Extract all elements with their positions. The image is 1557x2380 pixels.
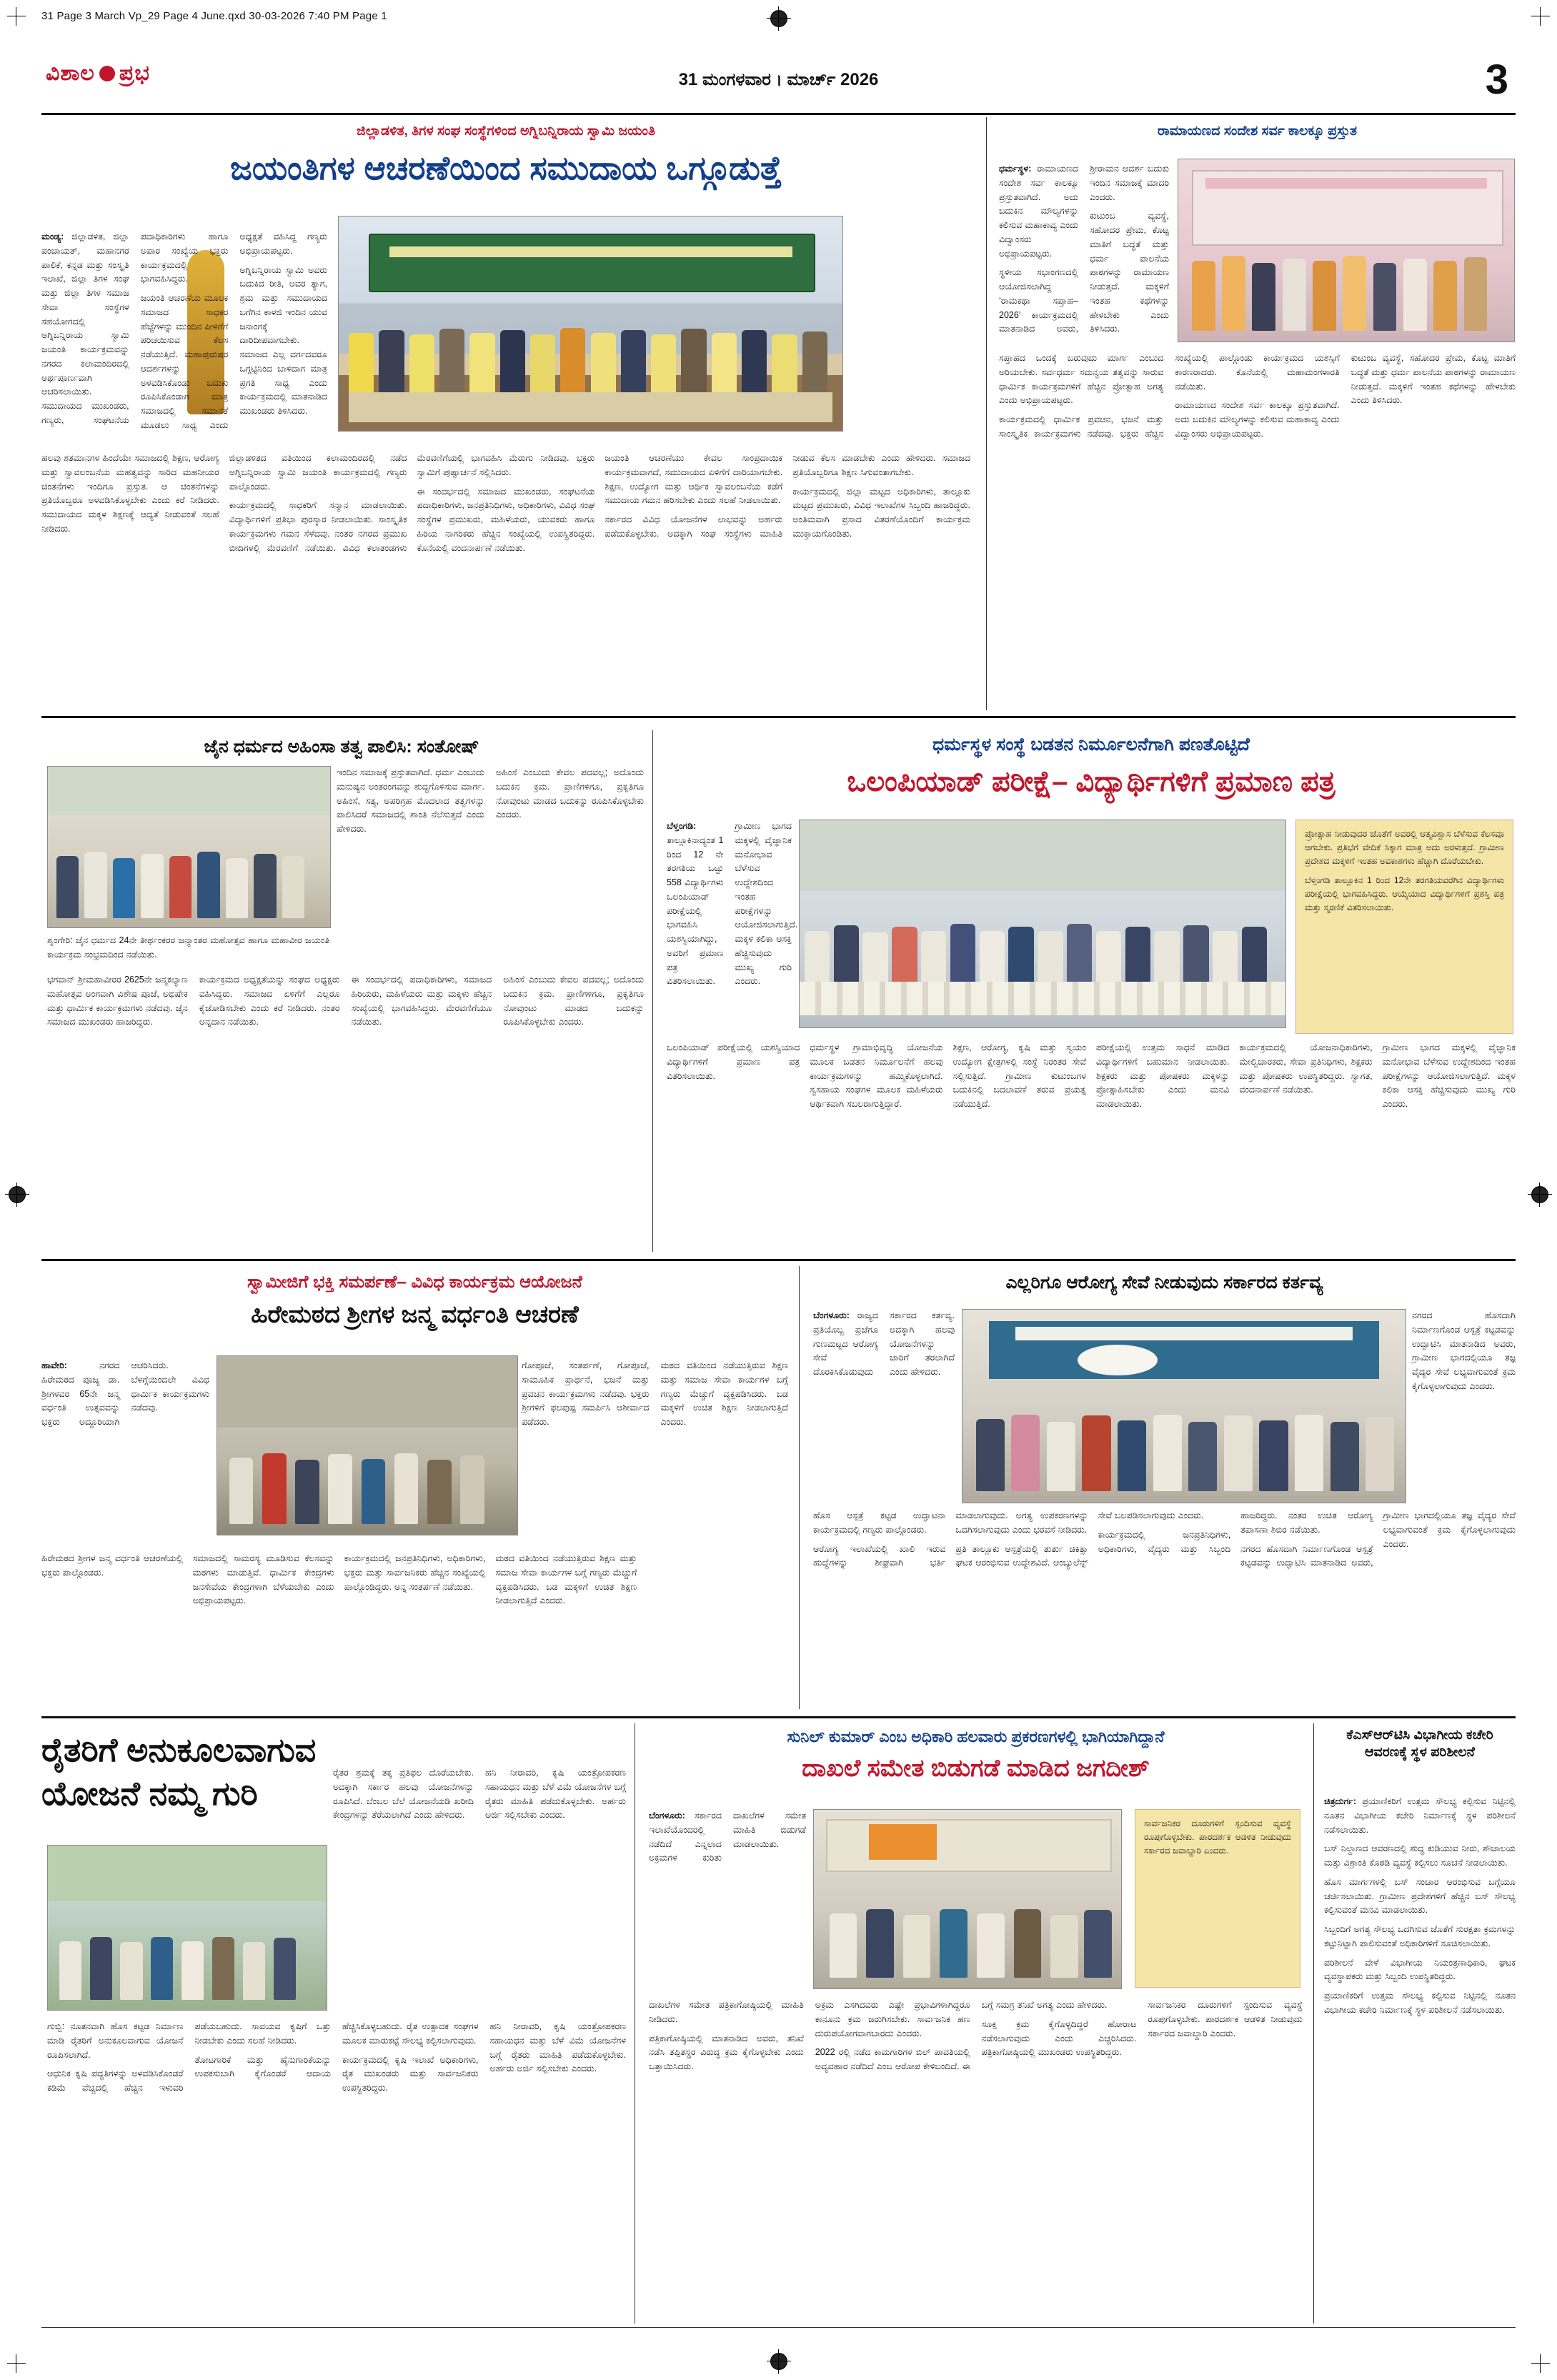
article-2-dateline: ಧರ್ಮಸ್ಥಳ: xyxy=(999,164,1032,174)
article-5-dateline: ಹಾವೇರಿ: xyxy=(41,1360,67,1370)
article-2-p3: ಕುಟುಂಬ ವ್ಯವಸ್ಥೆ, ಸಹೋದರ ಪ್ರೇಮ, ಕೊಟ್ಟ ಮಾತಿಗೆ ಬದ್ಧತೆ ಮತ್ತು ಧರ್ಮ ಪಾಲನೆಯ ಪಾಠಗಳನ್ನು ರಾಮಾಯಣ ನೀಡುತ್ತದೆ. ಮಕ್ಕಳಿಗೆ ಇಂತಹ ಕಥೆಗಳನ್ನು ಹೇಳಬೇಕು ಎಂದು ತಿಳಿಸಿದರು. xyxy=(1090,211,1169,334)
article-4-body-left xyxy=(667,820,798,1034)
article-1-p2: ಜಯಂತಿ ಆಚರಣೆಯ ಮೂಲಕ ಸಮಾಜದ ಸಾಧಕರ ಹೆಜ್ಜೆಗಳನ್ನು ಮುಂದಿನ ಪೀಳಿಗೆಗೆ ಪರಿಚಯಿಸುವ ಕೆಲಸ ನಡೆಯುತ್ತಿದೆ. ಮಹಾಪುರುಷರ ಆದರ್ಶಗಳನ್ನು ಅಳವಡಿಸಿಕೊಂಡು ಬದುಕು ರೂಪಿಸಿಕೊಂಡಾಗ ಮಾತ್ರ ಸಮಾಜದಲ್ಲಿ ಸಮಾನತೆ ಮೂಡಲು ಸಾಧ್ಯ ಎಂದು ಅಧ್ಯಕ್ಷತೆ ವಹಿಸಿದ್ದ ಗಣ್ಯರು ಅಭಿಪ್ರಾಯಪಟ್ಟರು. xyxy=(140,231,327,430)
article-4-dateline: ಬೆಳ್ತಂಗಡಿ: xyxy=(667,821,697,831)
article-5-p4: ಸಮಾಜದಲ್ಲಿ ಸಾಮರಸ್ಯ ಮೂಡಿಸುವ ಕೆಲಸವನ್ನು ಮಠಗಳು ಮಾಡುತ್ತಿವೆ. ಧಾರ್ಮಿಕ ಕೇಂದ್ರಗಳು ಜನಸೇವೆಯ ಕೇಂದ್ರಗಳಾಗಿ ಬೆಳೆಯಬೇಕು ಎಂದು ಅಭಿಪ್ರಾಯಪಟ್ಟರು. xyxy=(192,1553,334,1606)
rule-r1-v1 xyxy=(986,117,987,710)
article-4-sidenote: ಪ್ರೋತ್ಸಾಹ ನೀಡುವುದರ ಜೊತೆಗೆ ಅವರಲ್ಲಿ ಆತ್ಮವಿಶ್ವಾಸ ಬೆಳೆಸುವ ಕೆಲಸವೂ ಆಗಬೇಕು. ಪ್ರತಿಭೆಗೆ ವೇದಿಕೆ ಸಿಕ್ಕಾಗ ಮಾತ್ರ ಅದು ಅರಳುತ್ತದೆ. ಗ್ರಾಮೀಣ ಪ್ರದೇಶದ ಮಕ್ಕಳಿಗೆ ಇಂತಹ ಅವಕಾಶಗಳು ಹೆಚ್ಚಾಗಿ ದೊರೆಯಬೇಕು. xyxy=(1305,829,1504,866)
article-5-photo xyxy=(217,1355,518,1535)
article-5-body-left xyxy=(41,1359,209,1545)
article-7-headline-2: ಯೋಜನೆ ನಮ್ಮ ಗುರಿ xyxy=(41,1775,258,1813)
article-7-caption: ಗುಬ್ಬಿ: ನೂತನವಾಗಿ ಹೊಸ ಕಟ್ಟಡ ನಿರ್ಮಾಣ ಮಾಡಿ ರೈತರಿಗೆ ಅನುಕೂಲವಾಗುವ ಯೋಜನೆ ರೂಪಿಸಲಾಗಿದೆ. xyxy=(47,2021,184,2060)
article-1-p1: ಜಿಲ್ಲಾಡಳಿತ, ಜಿಲ್ಲಾ ಪಂಚಾಯತ್, ಮಹಾನಗರ ಪಾಲಿಕೆ, ಕನ್ನಡ ಮತ್ತು ಸಂಸ್ಕೃತಿ ಇಲಾಖೆ, ಜಿಲ್ಲಾ ತಿಗಳ ಸಂಘ ಮತ್ತು ಜಿಲ್ಲಾ ತಿಗಳ ಸಮಾಜ ಸೇವಾ ಸಂಸ್ಥೆಗಳ ಸಹಯೋಗದಲ್ಲಿ ಅಗ್ನಿಬನ್ನಿರಾಯ ಸ್ವಾಮಿ ಜಯಂತಿ ಕಾರ್ಯಕ್ರಮವನ್ನು ನಗರದ ಕಲಾಮಂದಿರದಲ್ಲಿ ಅರ್ಥಪೂರ್ಣವಾಗಿ ಆಚರಿಸಲಾಯಿತು. ಸಮುದಾಯದ ಮುಖಂಡರು, ಗಣ್ಯರು, ಸಂಘಟನೆಯ ಪದಾಧಿಕಾರಿಗಳು ಹಾಗೂ ಅಪಾರ ಸಂಖ್ಯೆಯ ಭಕ್ತರು ಕಾರ್ಯಕ್ರಮದಲ್ಲಿ ಭಾಗವಹಿಸಿದ್ದರು. xyxy=(41,231,229,425)
article-3-p2b: ಅಹಿಂಸೆ ಎಂಬುದು ಕೇವಲ ಪದವಲ್ಲ; ಅದೊಂದು ಬದುಕಿನ ಕ್ರಮ. ಪ್ರಾಣಿಗಳಿಗೂ, ಪ್ರಕೃತಿಗೂ ನೋವುಂಟು ಮಾಡದ ಬದುಕನ್ನು ರೂಪಿಸಿಕೊಳ್ಳಬೇಕು ಎಂದರು. xyxy=(503,975,644,1027)
article-9-body xyxy=(1324,1795,1516,2320)
article-7-photo-figures xyxy=(48,1898,327,2001)
article-6 xyxy=(813,1272,1516,1294)
article-7-p3: ಆಧುನಿಕ ಕೃಷಿ ಪದ್ಧತಿಗಳನ್ನು ಅಳವಡಿಸಿಕೊಂಡರೆ ಕಡಿಮೆ ವೆಚ್ಚದಲ್ಲಿ ಹೆಚ್ಚಿನ ಇಳುವರಿ ಪಡೆಯಬಹುದು. ಸಾವಯವ ಕೃಷಿಗೆ ಒತ್ತು ನೀಡಬೇಕು ಎಂದು ಸಲಹೆ ನೀಡಿದರು. xyxy=(47,2021,331,2093)
article-5-body-main xyxy=(41,1552,788,1708)
article-8-p1: ಸರ್ಕಾರದ ಇಲಾಖೆಯೊಂದರಲ್ಲಿ ನಡೆದಿದೆ ಎನ್ನಲಾದ ಅಕ್ರಮಗಳ ಕುರಿತು ದಾಖಲೆಗಳ ಸಮೇತ ಮಾಹಿತಿ ಬಿಡುಗಡೆ ಮಾಡಲಾಯಿತು. xyxy=(649,1811,806,1863)
article-9-kicker: ಕೆಎಸ್ಆರ್‌ಟಿಸಿ ವಿಭಾಗೀಯ ಕಚೇರಿ ಆವರಣಕ್ಕೆ ಸ್ಥಳ ಪರಿಶೀಲನೆ xyxy=(1346,1728,1493,1760)
article-4-p4: ಶಿಕ್ಷಣ, ಆರೋಗ್ಯ, ಕೃಷಿ ಮತ್ತು ಸ್ವಯಂ ಉದ್ಯೋಗ ಕ್ಷೇತ್ರಗಳಲ್ಲಿ ಸಂಸ್ಥೆ ನಿರಂತರ ಸೇವೆ ಸಲ್ಲಿಸುತ್ತಿದೆ. ಗ್ರಾಮೀಣ ಕುಟುಂಬಗಳ ಬದುಕಿನಲ್ಲಿ ಬದಲಾವಣೆ ತರುವ ಪ್ರಯತ್ನ ನಡೆಯುತ್ತಿದೆ. xyxy=(952,1042,1086,1109)
article-5-kicker: ಸ್ವಾಮೀಜಿಗೆ ಭಕ್ತಿ ಸಮರ್ಪಣೆ– ವಿವಿಧ ಕಾರ್ಯಕ್ರಮ ಆಯೋಜನೆ xyxy=(247,1273,582,1292)
article-9-p2: ಬಸ್ ನಿಲ್ದಾಣದ ಆವರಣದಲ್ಲಿ ಶುದ್ಧ ಕುಡಿಯುವ ನೀರು, ಶೌಚಾಲಯ ಮತ್ತು ವಿಶ್ರಾಂತಿ ಕೊಠಡಿ ವ್ಯವಸ್ಥೆ ಕಲ್ಪಿಸಲು ಸೂಚನೆ ನೀಡಲಾಯಿತು. xyxy=(1324,1843,1516,1868)
article-4-p1: ತಾಲ್ಲೂಕಿನಾದ್ಯಂತ 1 ರಿಂದ 12 ನೇ ತರಗತಿಯ ಒಟ್ಟು 558 ವಿದ್ಯಾರ್ಥಿಗಳು ಒಲಂಪಿಯಾಡ್ ಪರೀಕ್ಷೆಯಲ್ಲಿ ಭಾಗವಹಿಸಿ ಯಶಸ್ವಿಯಾಗಿದ್ದು, ಅವರಿಗೆ ಪ್ರಮಾಣ ಪತ್ರ ವಿತರಿಸಲಾಯಿತು. xyxy=(667,835,724,987)
article-6-dateline: ಬೆಂಗಳೂರು: xyxy=(813,1310,850,1320)
article-8-dateline: ಬೆಂಗಳೂರು: xyxy=(649,1811,685,1821)
article-3-caption xyxy=(47,934,329,962)
article-5-p3: ಮಠದ ವತಿಯಿಂದ ನಡೆಯುತ್ತಿರುವ ಶಿಕ್ಷಣ ಮತ್ತು ಸಮಾಜ ಸೇವಾ ಕಾರ್ಯಗಳ ಬಗ್ಗೆ ಗಣ್ಯರು ಮೆಚ್ಚುಗೆ ವ್ಯಕ್ತಪಡಿಸಿದರು. ಬಡ ಮಕ್ಕಳಿಗೆ ಉಚಿತ ಶಿಕ್ಷಣ ನೀಡಲಾಗುತ್ತಿದೆ ಎಂದರು. xyxy=(660,1360,788,1427)
rule-r3-v1 xyxy=(799,1266,800,1709)
article-3-p1: ಇಂದಿನ ಸಮಾಜಕ್ಕೆ ಪ್ರಸ್ತುತವಾಗಿದೆ. ಧರ್ಮ ಎಂಬುದು ಮನುಷ್ಯನ ಅಂತರಂಗವನ್ನು ಶುದ್ಧಗೊಳಿಸುವ ಮಾರ್ಗ. ಅಹಿಂಸೆ, ಸತ್ಯ, ಅಪರಿಗ್ರಹ ಮೊದಲಾದ ತತ್ವಗಳನ್ನು ಪಾಲಿಸಿದರೆ ಸಮಾಜದಲ್ಲಿ ಶಾಂತಿ ನೆಲೆಸುತ್ತದೆ ಎಂದು ಹೇಳಿದರು. xyxy=(337,767,484,834)
article-6-p1: ರಾಜ್ಯದ ಪ್ರತಿಯೊಬ್ಬ ಪ್ರಜೆಗೂ ಗುಣಮಟ್ಟದ ಆರೋಗ್ಯ ಸೇವೆ ದೊರಕಿಸಿಕೊಡುವುದು ಸರ್ಕಾರದ ಕರ್ತವ್ಯ. ಅದಕ್ಕಾಗಿ ಹಲವು ಯೋಜನೆಗಳನ್ನು ಜಾರಿಗೆ ತರಲಾಗಿದೆ ಎಂದು ಹೇಳಿದರು. xyxy=(813,1310,955,1377)
article-7-p4: ತೋಟಗಾರಿಕೆ ಮತ್ತು ಹೈನುಗಾರಿಕೆಯನ್ನು ಉಪಕಸುಬಾಗಿ ಕೈಗೊಂಡರೆ ಆದಾಯ ಹೆಚ್ಚಿಸಿಕೊಳ್ಳಬಹುದು. ರೈತ ಉತ್ಪಾದಕ ಸಂಘಗಳ ಮೂಲಕ ಮಾರುಕಟ್ಟೆ ಸೌಲಭ್ಯ ಕಲ್ಪಿಸಲಾಗುವುದು. xyxy=(194,2021,479,2079)
article-7-body-right xyxy=(333,1766,626,2013)
article-8-p2: ಪತ್ರಿಕಾಗೋಷ್ಠಿಯಲ್ಲಿ ಮಾತನಾಡಿದ ಅವರು, ತನಿಖೆ ನಡೆಸಿ ತಪ್ಪಿತಸ್ಥರ ವಿರುದ್ಧ ಕ್ರಮ ಕೈಗೊಳ್ಳಬೇಕು ಎಂದು ಒತ್ತಾಯಿಸಿದರು. xyxy=(649,2033,804,2071)
page-number: 3 xyxy=(1485,56,1508,103)
article-7-headline-1: ರೈತರಿಗೆ ಅನುಕೂಲವಾಗುವ xyxy=(41,1731,317,1768)
article-1-p6: ಈ ಸಂದರ್ಭದಲ್ಲಿ ಸಮಾಜದ ಮುಖಂಡರು, ಸಂಘಟನೆಯ ಪದಾಧಿಕಾರಿಗಳು, ಜನಪ್ರತಿನಿಧಿಗಳು, ಅಧಿಕಾರಿಗಳು, ವಿವಿಧ ಸಂಘ ಸಂಸ್ಥೆಗಳ ಪ್ರಮುಖರು, ಮಹಿಳೆಯರು, ಯುವಕರು ಹಾಗೂ ಹಿರಿಯ ನಾಗರಿಕರು ಹೆಚ್ಚಿನ ಸಂಖ್ಯೆಯಲ್ಲಿ ಉಪಸ್ಥಿತರಿದ್ದರು. ಕೊನೆಯಲ್ಲಿ ವಂದನಾರ್ಪಣೆ ನಡೆಯಿತು. xyxy=(417,486,595,553)
logo-text-left: ವಿಶಾಲ xyxy=(46,61,95,85)
article-3-p5: ಈ ಸಂದರ್ಭದಲ್ಲಿ ಪದಾಧಿಕಾರಿಗಳು, ಸಮಾಜದ ಹಿರಿಯರು, ಮಹಿಳೆಯರು ಮತ್ತು ಮಕ್ಕಳು ಹೆಚ್ಚಿನ ಸಂಖ್ಯೆಯಲ್ಲಿ ಭಾಗವಹಿಸಿದ್ದರು. ಮೆರವಣಿಗೆಯೂ ನಡೆಯಿತು. xyxy=(351,975,492,1027)
article-9-p1b: ಪ್ರಯಾಣಿಕರಿಗೆ ಉತ್ತಮ ಸೌಲಭ್ಯ ಕಲ್ಪಿಸುವ ನಿಟ್ಟಿನಲ್ಲಿ ನೂತನ ವಿಭಾಗೀಯ ಕಚೇರಿ ನಿರ್ಮಾಣಕ್ಕೆ ಸ್ಥಳ ಪರಿಶೀಲನೆ ನಡೆಸಲಾಯಿತು. xyxy=(1324,1991,1516,2015)
article-4 xyxy=(667,734,1516,799)
article-7-body-main xyxy=(47,2020,626,2320)
article-6-p2: ನಗರದ ಹೊಸದಾಗಿ ನಿರ್ಮಾಣಗೊಂಡ ಆಸ್ಪತ್ರೆ ಕಟ್ಟಡವನ್ನು ಉದ್ಘಾಟಿಸಿ ಮಾತನಾಡಿದ ಅವರು, ಗ್ರಾಮೀಣ ಭಾಗದಲ್ಲಿಯೂ ತಜ್ಞ ವೈದ್ಯರ ಸೇವೆ ಲಭ್ಯವಾಗುವಂತೆ ಕ್ರಮ ಕೈಗೊಳ್ಳಲಾಗುವುದು ಎಂದರು. xyxy=(1412,1310,1516,1391)
article-1-kicker: ಜಿಲ್ಲಾಡಳಿತ, ತಿಗಳ ಸಂಘ ಸಂಸ್ಥೆಗಳಿಂದ ಅಗ್ನಿಬನ್ನಿರಾಯ ಸ್ವಾಮಿ ಜಯಂತಿ xyxy=(356,124,656,139)
article-4-p2: ಗ್ರಾಮೀಣ ಭಾಗದ ಮಕ್ಕಳಲ್ಲಿ ವೈಜ್ಞಾನಿಕ ಮನೋಭಾವ ಬೆಳೆಸುವ ಉದ್ದೇಶದಿಂದ ಇಂತಹ ಪರೀಕ್ಷೆಗಳನ್ನು ಆಯೋಜಿಸಲಾಗುತ್ತಿದೆ. ಮಕ್ಕಳ ಕಲಿಕಾ ಆಸಕ್ತಿ ಹೆಚ್ಚಿಸುವುದು ಮುಖ್ಯ ಗುರಿ ಎಂದರು. xyxy=(735,821,798,987)
print-slug: 31 Page 3 March Vp_29 Page 4 June.qxd 30-03-2026 7:40 PM Page 1 xyxy=(41,10,387,22)
article-1-p3: ಅಗ್ನಿಬನ್ನಿರಾಯ ಸ್ವಾಮಿ ಅವರು ಬದುಕಿದ ರೀತಿ, ಅವರ ತ್ಯಾಗ, ಶ್ರಮ ಮತ್ತು ಸಮುದಾಯದ ಬಗೆಗಿನ ಕಾಳಜಿ ಇಂದಿನ ಯುವ ಜನಾಂಗಕ್ಕೆ ದಾರಿದೀಪವಾಗಬೇಕು. ಸಮಾಜದ ಎಲ್ಲ ವರ್ಗದವರೂ ಒಗ್ಗಟ್ಟಿನಿಂದ ಬಾಳಿದಾಗ ಮಾತ್ರ ಪ್ರಗತಿ ಸಾಧ್ಯ ಎಂದು ಕಾರ್ಯಕ್ರಮದಲ್ಲಿ ಮಾತನಾಡಿದ ಮುಖಂಡರು ತಿಳಿಸಿದರು. xyxy=(239,264,327,416)
article-3-caption-text: ಶೃಂಗೇರಿ: ಜೈನ ಧರ್ಮದ 24ನೇ ತೀರ್ಥಂಕರರ ಜನ್ಮಾಂತರ ಮಹೋತ್ಸವ ಹಾಗೂ ಮಹಾವೀರ ಜಯಂತಿ ಕಾರ್ಯಕ್ರಮ ಸಂಭ್ರಮದಿಂದ ನಡೆಯಿತು. xyxy=(47,935,329,960)
article-2-photo-figures xyxy=(1178,218,1514,331)
article-8-p4: 2022 ರಲ್ಲಿ ನಡೆದ ಕಾಮಗಾರಿಗಳ ಬಿಲ್ ಪಾವತಿಯಲ್ಲಿ ಅವ್ಯವಹಾರ ನಡೆದಿದೆ ಎಂಬ ಆರೋಪ ಕೇಳಿಬಂದಿದೆ. ಈ ಬಗ್ಗೆ ಸಮಗ್ರ ತನಿಖೆ ಅಗತ್ಯ ಎಂದು ಹೇಳಿದರು. xyxy=(815,2000,1108,2071)
article-6-p2b: ನಗರದ ಹೊಸದಾಗಿ ನಿರ್ಮಾಣಗೊಂಡ ಆಸ್ಪತ್ರೆ ಕಟ್ಟಡವನ್ನು ಉದ್ಘಾಟಿಸಿ ಮಾತನಾಡಿದ ಅವರು, ಗ್ರಾಮೀಣ ಭಾಗದಲ್ಲಿಯೂ ತಜ್ಞ ವೈದ್ಯರ ಸೇವೆ ಲಭ್ಯವಾಗುವಂತೆ ಕ್ರಮ ಕೈಗೊಳ್ಳಲಾಗುವುದು ಎಂದರು. xyxy=(1240,1510,1516,1568)
article-4-sidenote-2: ಬೆಳ್ತಂಗಡಿ ತಾಲ್ಲೂಕಿನ 1 ರಿಂದ 12ನೇ ತರಗತಿಯವರೆಗಿನ ವಿದ್ಯಾರ್ಥಿಗಳು ಪರೀಕ್ಷೆಯಲ್ಲಿ ಭಾಗವಹಿಸಿದ್ದರು. ಆಯ್ಕೆಯಾದ ವಿದ್ಯಾರ್ಥಿಗಳಿಗೆ ಪ್ರಶಸ್ತಿ ಪತ್ರ ಮತ್ತು ಸ್ಮರಣಿಕೆ ವಿತರಿಸಲಾಯಿತು. xyxy=(1305,875,1504,912)
article-7-p5: ಕಾರ್ಯಕ್ರಮದಲ್ಲಿ ಕೃಷಿ ಇಲಾಖೆ ಅಧಿಕಾರಿಗಳು, ರೈತ ಮುಖಂಡರು ಮತ್ತು ಸಾರ್ವಜನಿಕರು ಉಪಸ್ಥಿತರಿದ್ದರು. xyxy=(342,2054,479,2093)
article-8-body-left xyxy=(649,1809,806,1988)
article-8-body-main xyxy=(649,1998,1303,2320)
article-4-p5: ಪರೀಕ್ಷೆಯಲ್ಲಿ ಉತ್ತಮ ಸಾಧನೆ ಮಾಡಿದ ವಿದ್ಯಾರ್ಥಿಗಳಿಗೆ ಬಹುಮಾನ ನೀಡಲಾಯಿತು. ಶಿಕ್ಷಕರು ಮತ್ತು ಪೋಷಕರು ಮಕ್ಕಳನ್ನು ಪ್ರೋತ್ಸಾಹಿಸಬೇಕು ಎಂದು ಮನವಿ ಮಾಡಲಾಯಿತು. xyxy=(1095,1042,1230,1109)
article-7-p2: ಹನಿ ನೀರಾವರಿ, ಕೃಷಿ ಯಂತ್ರೋಪಕರಣ ಸಹಾಯಧನ ಮತ್ತು ಬೆಳೆ ವಿಮೆ ಯೋಜನೆಗಳ ಬಗ್ಗೆ ರೈತರು ಮಾಹಿತಿ ಪಡೆದುಕೊಳ್ಳಬೇಕು. ಅರ್ಹರು ಅರ್ಜಿ ಸಲ್ಲಿಸಬೇಕು ಎಂದರು. xyxy=(485,1768,626,1821)
article-3-p4: ಕಾರ್ಯಕ್ರಮದ ಅಧ್ಯಕ್ಷತೆಯನ್ನು ಸಂಘದ ಅಧ್ಯಕ್ಷರು ವಹಿಸಿದ್ದರು. ಸಮಾಜದ ಏಳಿಗೆಗೆ ಎಲ್ಲರೂ ಕೈಜೋಡಿಸಬೇಕು ಎಂದು ಕರೆ ನೀಡಿದರು. ನಂತರ ಅನ್ನದಾನ ನಡೆಯಿತು. xyxy=(199,975,340,1027)
registration-mark-right xyxy=(1531,1186,1548,1203)
article-9-p3: ಹೊಸ ಮಾರ್ಗಗಳಲ್ಲಿ ಬಸ್ ಸಂಚಾರ ಆರಂಭಿಸುವ ಬಗ್ಗೆಯೂ ಚರ್ಚಿಸಲಾಯಿತು. ಗ್ರಾಮೀಣ ಪ್ರದೇಶಗಳಿಗೆ ಹೆಚ್ಚಿನ ಬಸ್ ಸೌಲಭ್ಯ ಕಲ್ಪಿಸುವಂತೆ ಮನವಿ ಮಾಡಲಾಯಿತು. xyxy=(1324,1876,1516,1916)
article-9-dateline: ಚಿತ್ರದುರ್ಗ: xyxy=(1324,1796,1357,1806)
article-8-p3: ಅಕ್ರಮ ಎಸಗಿದವರು ಎಷ್ಟೇ ಪ್ರಭಾವಿಗಳಾಗಿದ್ದರೂ ಕಾನೂನು ಕ್ರಮ ಜರುಗಿಸಬೇಕು. ಸಾರ್ವಜನಿಕ ಹಣ ದುರುಪಯೋಗವಾಗಬಾರದು ಎಂದರು. xyxy=(815,2000,970,2038)
article-6-photo xyxy=(962,1309,1406,1503)
article-5-p1: ನಗರದ ಹಿರೇಮಠದ ಪೂಜ್ಯ ಡಾ. ಶ್ರೀಗಳವರ 65ನೇ ಜನ್ಮ ವರ್ಧಂತಿ ಉತ್ಸವವನ್ನು ಭಕ್ತರು ಅದ್ದೂರಿಯಾಗಿ ಆಚರಿಸಿದರು. ಬೆಳಗ್ಗೆಯಿಂದಲೇ ವಿವಿಧ ಧಾರ್ಮಿಕ ಕಾರ್ಯಕ್ರಮಗಳು ನಡೆದವು. xyxy=(41,1360,209,1427)
article-8-p5: ಸೂಕ್ತ ಕ್ರಮ ಕೈಗೊಳ್ಳದಿದ್ದರೆ ಹೋರಾಟ ನಡೆಸಲಾಗುವುದು ಎಂದು ಎಚ್ಚರಿಸಿದರು. ಪತ್ರಿಕಾಗೋಷ್ಠಿಯಲ್ಲಿ ಮುಖಂಡರು ಉಪಸ್ಥಿತರಿದ್ದರು. xyxy=(981,2018,1137,2058)
article-1-p4: ಹಲವು ಶತಮಾನಗಳ ಹಿಂದೆಯೇ ಸಮಾಜದಲ್ಲಿ ಶಿಕ್ಷಣ, ಆರೋಗ್ಯ ಮತ್ತು ಸ್ವಾವಲಂಬನೆಯ ಮಹತ್ವವನ್ನು ಸಾರಿದ ಮಹನೀಯರ ಚಿಂತನೆಗಳು ಇಂದಿಗೂ ಪ್ರಸ್ತುತ. ಆ ಚಿಂತನೆಗಳನ್ನು ಪ್ರತಿಯೊಬ್ಬರೂ ಅಳವಡಿಸಿಕೊಳ್ಳಬೇಕು ಎಂದು ಕರೆ ನೀಡಿದರು. ಸಮುದಾಯದ ಮಕ್ಕಳ ಶಿಕ್ಷಣಕ್ಕೆ ಆದ್ಯತೆ ನೀಡುವಂತೆ ಸಲಹೆ ನೀಡಿದರು. xyxy=(41,453,219,534)
article-5-caption: ಹಿರೇಮಠದ ಶ್ರೀಗಳ ಜನ್ಮ ವರ್ಧಂತಿ ಆಚರಣೆಯಲ್ಲಿ ಭಕ್ತರು ಪಾಲ್ಗೊಂಡರು. xyxy=(41,1553,183,1578)
article-1-caption: ಜಿಲ್ಲಾಡಳಿತದ ವತಿಯಿಂದ ಕಲಾಮಂದಿರದಲ್ಲಿ ನಡೆದ ಅಗ್ನಿಬನ್ನಿರಾಯ ಸ್ವಾಮಿ ಜಯಂತಿ ಕಾರ್ಯಕ್ರಮದಲ್ಲಿ ಗಣ್ಯರು ಪಾಲ್ಗೊಂಡರು. xyxy=(229,453,407,492)
article-1-p9: ಕಾರ್ಯಕ್ರಮದಲ್ಲಿ ಜಿಲ್ಲಾ ಮಟ್ಟದ ಅಧಿಕಾರಿಗಳು, ತಾಲ್ಲೂಕು ಮಟ್ಟದ ಪ್ರಮುಖರು, ವಿವಿಧ ಇಲಾಖೆಗಳ ಸಿಬ್ಬಂದಿ ಹಾಜರಿದ್ದರು. ಅಂತಿಮವಾಗಿ ಪ್ರಸಾದ ವಿತರಣೆಯೊಂದಿಗೆ ಕಾರ್ಯಕ್ರಮ ಮುಕ್ತಾಯಗೊಂಡಿತು. xyxy=(792,486,970,539)
article-4-kicker: ಧರ್ಮಸ್ಥಳ ಸಂಸ್ಥೆ ಬಡತನ ನಿರ್ಮೂಲನೆಗಾಗಿ ಪಣತೊಟ್ಟಿದೆ xyxy=(932,735,1250,755)
registration-mark-bottom xyxy=(770,2353,787,2370)
logo-text-right: ಪ್ರಭ xyxy=(119,61,150,85)
article-9-p1: ಪ್ರಯಾಣಿಕರಿಗೆ ಉತ್ತಮ ಸೌಲಭ್ಯ ಕಲ್ಪಿಸುವ ನಿಟ್ಟಿನಲ್ಲಿ ನೂತನ ವಿಭಾಗೀಯ ಕಚೇರಿ ನಿರ್ಮಾಣಕ್ಕೆ ಸ್ಥಳ ಪರಿಶೀಲನೆ ನಡೆಸಲಾಯಿತು. xyxy=(1324,1796,1516,1835)
article-4-headline: ಒಲಂಪಿಯಾಡ್ ಪರೀಕ್ಷೆ– ವಿದ್ಯಾರ್ಥಿಗಳಿಗೆ ಪ್ರಮಾಣ ಪತ್ರ xyxy=(847,766,1335,798)
rule-r4-v2 xyxy=(1313,1723,1314,2324)
article-1-body-main xyxy=(41,452,970,705)
page-sheet xyxy=(41,51,1516,2338)
article-6-body-main xyxy=(813,1509,1516,1709)
article-6-body-left xyxy=(813,1309,955,1498)
article-6-caption: ಹೊಸ ಆಸ್ಪತ್ರೆ ಕಟ್ಟಡ ಉದ್ಘಾಟನಾ ಕಾರ್ಯಕ್ರಮದಲ್ಲಿ ಗಣ್ಯರು ಪಾಲ್ಗೊಂಡರು. xyxy=(813,1510,946,1535)
article-8-photo xyxy=(813,1809,1122,1989)
rule-r4-bottom xyxy=(41,2327,1516,2328)
article-5-p5: ಕಾರ್ಯಕ್ರಮದಲ್ಲಿ ಜನಪ್ರತಿನಿಧಿಗಳು, ಅಧಿಕಾರಿಗಳು, ಭಕ್ತರು ಮತ್ತು ಸಾರ್ವಜನಿಕರು ಹೆಚ್ಚಿನ ಸಂಖ್ಯೆಯಲ್ಲಿ ಪಾಲ್ಗೊಂಡಿದ್ದರು. ಅನ್ನ ಸಂತರ್ಪಣೆ ನಡೆಯಿತು. xyxy=(344,1553,486,1592)
rule-r2-v1 xyxy=(652,730,653,1252)
crop-mark-bottom-right xyxy=(1531,2354,1550,2373)
article-1-headline: ಜಯಂತಿಗಳ ಆಚರಣೆಯಿಂದ ಸಮುದಾಯ ಒಗ್ಗೂಡುತ್ತೆ xyxy=(229,149,782,186)
article-8-sidenote: ಸಾರ್ವಜನಿಕರ ದೂರುಗಳಿಗೆ ಸ್ಪಂದಿಸುವ ವ್ಯವಸ್ಥೆ ರೂಪುಗೊಳ್ಳಬೇಕು. ಪಾರದರ್ಶಕ ಆಡಳಿತ ನೀಡುವುದು ಸರ್ಕಾರದ ಜವಾಬ್ದಾರಿ ಎಂದರು. xyxy=(1144,1818,1291,1856)
article-7-p1: ರೈತರ ಶ್ರಮಕ್ಕೆ ತಕ್ಕ ಪ್ರತಿಫಲ ದೊರೆಯಬೇಕು. ಅದಕ್ಕಾಗಿ ಸರ್ಕಾರ ಹಲವು ಯೋಜನೆಗಳನ್ನು ರೂಪಿಸಿದೆ. ಬೆಂಬಲ ಬೆಲೆ ಯೋಜನೆಯಡಿ ಖರೀದಿ ಕೇಂದ್ರಗಳನ್ನು ತೆರೆಯಲಾಗಿದೆ ಎಂದು ಹೇಳಿದರು. xyxy=(333,1768,474,1821)
masthead xyxy=(41,51,1516,115)
registration-mark-top xyxy=(770,10,787,27)
article-2-kicker: ರಾಮಾಯಣದ ಸಂದೇಶ ಸರ್ವ ಕಾಲಕ್ಕೂ ಪ್ರಸ್ತುತ xyxy=(1157,124,1358,139)
rule-r3-bottom xyxy=(41,1716,1516,1718)
article-1-photo xyxy=(338,216,843,432)
article-2-body-main xyxy=(999,352,1516,705)
article-9-p5: ಪರಿಶೀಲನೆ ವೇಳೆ ವಿಭಾಗೀಯ ನಿಯಂತ್ರಣಾಧಿಕಾರಿ, ಘಟಕ ವ್ಯವಸ್ಥಾಪಕರು ಮತ್ತು ಸಿಬ್ಬಂದಿ ಉಪಸ್ಥಿತರಿದ್ದರು. xyxy=(1324,1957,1516,1982)
rule-r1-bottom xyxy=(41,716,1516,718)
article-3-p2: ಅಹಿಂಸೆ ಎಂಬುದು ಕೇವಲ ಪದವಲ್ಲ; ಅದೊಂದು ಬದುಕಿನ ಕ್ರಮ. ಪ್ರಾಣಿಗಳಿಗೂ, ಪ್ರಕೃತಿಗೂ ನೋವುಂಟು ಮಾಡದ ಬದುಕನ್ನು ರೂಪಿಸಿಕೊಳ್ಳಬೇಕು ಎಂದರು. xyxy=(496,767,644,820)
article-3-kicker: ಜೈನ ಧರ್ಮದ ಅಹಿಂಸಾ ತತ್ವ ಪಾಲಿಸಿ: ಸಂತೋಷ್ xyxy=(204,737,479,757)
article-8-photo-figures xyxy=(814,1867,1121,1978)
article-4-caption: ಒಲಂಪಿಯಾಡ್ ಪರೀಕ್ಷೆಯಲ್ಲಿ ಯಶಸ್ವಿಯಾದ ವಿದ್ಯಾರ್ಥಿಗಳಿಗೆ ಪ್ರಮಾಣ ಪತ್ರ ವಿತರಿಸಲಾಯಿತು. xyxy=(667,1042,800,1081)
article-6-p4: ಪ್ರತಿ ತಾಲ್ಲೂಕು ಆಸ್ಪತ್ರೆಯಲ್ಲಿ ತುರ್ತು ಚಿಕಿತ್ಸಾ ಘಟಕ ಆರಂಭಿಸುವ ಉದ್ದೇಶವಿದೆ. ಆಂಬ್ಯುಲೆನ್ಸ್ ಸೇವೆ ಬಲಪಡಿಸಲಾಗುವುದು ಎಂದರು. xyxy=(955,1510,1204,1568)
crop-mark-top-right xyxy=(1531,7,1550,26)
crop-mark-bottom-left xyxy=(7,2354,26,2373)
article-2 xyxy=(999,123,1516,140)
article-5-photo-figures xyxy=(217,1413,517,1524)
article-4-photo xyxy=(799,820,1286,1028)
article-1-p8: ಸರ್ಕಾರದ ವಿವಿಧ ಯೋಜನೆಗಳ ಲಾಭವನ್ನು ಅರ್ಹರು ಪಡೆದುಕೊಳ್ಳಬೇಕು. ಅದಕ್ಕಾಗಿ ಸಂಘ ಸಂಸ್ಥೆಗಳು ಮಾಹಿತಿ ನೀಡುವ ಕೆಲಸ ಮಾಡಬೇಕು ಎಂದು ಹೇಳಿದರು. ಸಮಾಜದ ಪ್ರತಿಯೊಬ್ಬರಿಗೂ ಶಿಕ್ಷಣ ಸಿಗುವಂತಾಗಬೇಕು. xyxy=(605,453,970,539)
article-8-headline: ದಾಖಲೆ ಸಮೇತ ಬಿಡುಗಡೆ ಮಾಡಿದ ಜಗದೀಶ್ xyxy=(802,1754,1150,1782)
article-2-caption: ಸಪ್ತಾಹದ ಒಂದಕ್ಕೆ ಬರುವುದು ಮಾರ್ಗ ಎಂಬುದ ಅರಿಯಬೇಕು. ಸರ್ವಧರ್ಮ ಸಮನ್ವಯ ತತ್ವವನ್ನು ಸಾರುವ ಧಾರ್ಮಿಕ ಕಾರ್ಯಕ್ರಮಗಳಿಗೆ ಹೆಚ್ಚಿನ ಪ್ರೋತ್ಸಾಹ ಅಗತ್ಯ ಎಂದು ಅಭಿಪ್ರಾಯಪಟ್ಟರು. xyxy=(999,353,1164,406)
article-7-photo xyxy=(47,1845,327,2011)
article-1-dateline: ಮಂಡ್ಯ: xyxy=(41,231,64,242)
article-8-p6: ಸಾರ್ವಜನಿಕರ ದೂರುಗಳಿಗೆ ಸ್ಪಂದಿಸುವ ವ್ಯವಸ್ಥೆ ರೂಪುಗೊಳ್ಳಬೇಕು. ಪಾರದರ್ಶಕ ಆಡಳಿತ ನೀಡುವುದು ಸರ್ಕಾರದ ಜವಾಬ್ದಾರಿ ಎಂದರು. xyxy=(1148,2000,1303,2038)
article-6-kicker: ಎಲ್ಲರಿಗೂ ಆರೋಗ್ಯ ಸೇವೆ ನೀಡುವುದು ಸರ್ಕಾರದ ಕರ್ತವ್ಯ xyxy=(1005,1273,1323,1293)
rule-r2-bottom xyxy=(41,1259,1516,1261)
article-4-p3: ಧರ್ಮಸ್ಥಳ ಗ್ರಾಮಾಭಿವೃದ್ಧಿ ಯೋಜನೆಯ ಮೂಲಕ ಬಡತನ ನಿರ್ಮೂಲನೆಗೆ ಹಲವು ಕಾರ್ಯಕ್ರಮಗಳನ್ನು ಹಮ್ಮಿಕೊಳ್ಳಲಾಗಿದೆ. ಸ್ವಸಹಾಯ ಸಂಘಗಳ ಮೂಲಕ ಮಹಿಳೆಯರು ಆರ್ಥಿಕವಾಗಿ ಸಬಲರಾಗುತ್ತಿದ್ದಾರೆ. xyxy=(810,1042,943,1109)
article-3-p3: ಭಗವಾನ್ ಶ್ರೀಮಹಾವೀರರ 2625ನೇ ಜನ್ಮಕಲ್ಯಾಣ ಮಹೋತ್ಸವ ಅಂಗವಾಗಿ ವಿಶೇಷ ಪೂಜೆ, ಅಭಿಷೇಕ ಮತ್ತು ಧಾರ್ಮಿಕ ಕಾರ್ಯಕ್ರಮಗಳು ನಡೆದವು. ಜೈನ ಸಮಾಜದ ಮುಖಂಡರು ಹಾಜರಿದ್ದರು. xyxy=(47,975,188,1027)
article-5-p3b: ಮಠದ ವತಿಯಿಂದ ನಡೆಯುತ್ತಿರುವ ಶಿಕ್ಷಣ ಮತ್ತು ಸಮಾಜ ಸೇವಾ ಕಾರ್ಯಗಳ ಬಗ್ಗೆ ಗಣ್ಯರು ಮೆಚ್ಚುಗೆ ವ್ಯಕ್ತಪಡಿಸಿದರು. ಬಡ ಮಕ್ಕಳಿಗೆ ಉಚಿತ ಶಿಕ್ಷಣ ನೀಡಲಾಗುತ್ತಿದೆ ಎಂದರು. xyxy=(495,1553,637,1606)
article-3 xyxy=(41,736,642,758)
article-6-p5: ಕಾರ್ಯಕ್ರಮದಲ್ಲಿ ಜನಪ್ರತಿನಿಧಿಗಳು, ಅಧಿಕಾರಿಗಳು, ವೈದ್ಯರು ಮತ್ತು ಸಿಬ್ಬಂದಿ ಹಾಜರಿದ್ದರು. ನಂತರ ಉಚಿತ ಆರೋಗ್ಯ ತಪಾಸಣಾ ಶಿಬಿರ ನಡೆಯಿತು. xyxy=(1098,1510,1373,1554)
article-2-p4: ಕಾರ್ಯಕ್ರಮದಲ್ಲಿ ಧಾರ್ಮಿಕ ಪ್ರವಚನ, ಭಜನೆ ಮತ್ತು ಸಾಂಸ್ಕೃತಿಕ ಕಾರ್ಯಕ್ರಮಗಳು ನಡೆದವು. ಭಕ್ತರು ಹೆಚ್ಚಿನ ಸಂಖ್ಯೆಯಲ್ಲಿ ಪಾಲ್ಗೊಂಡು ಕಾರ್ಯಕ್ರಮದ ಯಶಸ್ಸಿಗೆ ಕಾರಣರಾದರು. ಕೊನೆಯಲ್ಲಿ ಮಹಾಮಂಗಳಾರತಿ ನಡೆಯಿತು. xyxy=(999,353,1340,439)
article-1 xyxy=(41,123,970,188)
article-7-p2b: ಹನಿ ನೀರಾವರಿ, ಕೃಷಿ ಯಂತ್ರೋಪಕರಣ ಸಹಾಯಧನ ಮತ್ತು ಬೆಳೆ ವಿಮೆ ಯೋಜನೆಗಳ ಬಗ್ಗೆ ರೈತರು ಮಾಹಿತಿ ಪಡೆದುಕೊಳ್ಳಬೇಕು. ಅರ್ಹರು ಅರ್ಜಿ ಸಲ್ಲಿಸಬೇಕು ಎಂದರು. xyxy=(489,2021,626,2074)
crop-mark-top-left xyxy=(7,7,26,26)
article-1-p5: ಕಾರ್ಯಕ್ರಮದಲ್ಲಿ ಸಾಧಕರಿಗೆ ಸನ್ಮಾನ ಮಾಡಲಾಯಿತು. ವಿದ್ಯಾರ್ಥಿಗಳಿಗೆ ಪ್ರತಿಭಾ ಪುರಸ್ಕಾರ ನೀಡಲಾಯಿತು. ಸಾಂಸ್ಕೃತಿಕ ಕಾರ್ಯಕ್ರಮಗಳು ಗಮನ ಸೆಳೆದವು. ನಂತರ ನಗರದ ಪ್ರಮುಖ ಬೀದಿಗಳಲ್ಲಿ ಮೆರವಣಿಗೆ ನಡೆಯಿತು. ವಿವಿಧ ಕಲಾತಂಡಗಳು ಮೆರವಣಿಗೆಯಲ್ಲಿ ಭಾಗವಹಿಸಿ ಮೆರುಗು ನೀಡಿದವು. ಭಕ್ತರು ಸ್ವಾಮಿಗೆ ಪುಷ್ಪಾರ್ಚನೆ ಸಲ್ಲಿಸಿದರು. xyxy=(229,453,595,553)
article-9 xyxy=(1324,1727,1516,1761)
article-8-kicker: ಸುನಿಲ್ ಕುಮಾರ್ ಎಂಬ ಅಧಿಕಾರಿ ಹಲವಾರು ಪ್ರಕರಣಗಳಲ್ಲಿ ಭಾಗಿಯಾಗಿದ್ದಾನೆ xyxy=(787,1728,1165,1746)
article-5 xyxy=(41,1272,788,1330)
article-5-headline: ಹಿರೇಮಠದ ಶ್ರೀಗಳ ಜನ್ಮ ವರ್ಧಂತಿ ಆಚರಣೆ xyxy=(251,1301,579,1328)
article-2-p4b: ರಾಮಾಯಣದ ಸಂದೇಶ ಸರ್ವ ಕಾಲಕ್ಕೂ ಪ್ರಸ್ತುತವಾಗಿದೆ. ಅದು ಬದುಕಿನ ಮೌಲ್ಯಗಳನ್ನು ಕಲಿಸುವ ಮಹಾಕಾವ್ಯ ಎಂದು ವಿದ್ವಾಂಸರು ಅಭಿಪ್ರಾಯಪಟ್ಟರು. xyxy=(1175,400,1340,439)
article-2-p2: ಸ್ಥಳೀಯ ಸಭಾಂಗಣದಲ್ಲಿ ಆಯೋಜಿಸಲಾಗಿದ್ದ ‘ರಾಮಕಥಾ ಸಪ್ತಾಹ–2026’ ಕಾರ್ಯಕ್ರಮದಲ್ಲಿ ಮಾತನಾಡಿದ ಅವರು, ಶ್ರೀರಾಮನ ಆದರ್ಶ ಬದುಕು ಇಂದಿನ ಸಮಾಜಕ್ಕೆ ಮಾದರಿ ಎಂದರು. xyxy=(999,164,1169,334)
article-5-p2: ಗೋಪೂಜೆ, ಸಂತರ್ಪಣೆ, ಗೋಪೂಜೆ, ಸಾಮೂಹಿಕ ಪ್ರಾರ್ಥನೆ, ಭಜನೆ ಮತ್ತು ಪ್ರವಚನ ಕಾರ್ಯಕ್ರಮಗಳು ನಡೆದವು. ಭಕ್ತರು ಶ್ರೀಗಳಿಗೆ ಫಲಪುಷ್ಪ ಸಮರ್ಪಿಸಿ ಆಶೀರ್ವಾದ ಪಡೆದರು. xyxy=(522,1360,650,1427)
article-6-body-right xyxy=(1412,1309,1516,1498)
article-6-photo-figures xyxy=(962,1371,1406,1490)
article-8-sidebar xyxy=(1135,1809,1300,1988)
article-8 xyxy=(649,1727,1303,1783)
article-4-body-main xyxy=(667,1041,1516,1248)
article-3-body-main xyxy=(47,973,644,1248)
article-1-p7: ಜಯಂತಿ ಆಚರಣೆಯು ಕೇವಲ ಸಾಂಪ್ರದಾಯಿಕ ಕಾರ್ಯಕ್ರಮವಾಗದೆ, ಸಮುದಾಯದ ಏಳಿಗೆಗೆ ದಾರಿಯಾಗಬೇಕು. ಶಿಕ್ಷಣ, ಉದ್ಯೋಗ ಮತ್ತು ಆರ್ಥಿಕ ಸ್ವಾವಲಂಬನೆಯ ಕಡೆಗೆ ಸಮುದಾಯ ಗಮನ ಹರಿಸಬೇಕು ಎಂದು ಸಲಹೆ ನೀಡಲಾಯಿತು. xyxy=(605,453,783,506)
article-2-photo xyxy=(1178,159,1515,342)
registration-mark-left xyxy=(9,1186,26,1203)
article-4-p6: ಕಾರ್ಯಕ್ರಮದಲ್ಲಿ ಯೋಜನಾಧಿಕಾರಿಗಳು, ಮೇಲ್ವಿಚಾರಕರು, ಸೇವಾ ಪ್ರತಿನಿಧಿಗಳು, ಶಿಕ್ಷಕರು ಮತ್ತು ಪೋಷಕರು ಉಪಸ್ಥಿತರಿದ್ದರು. ಸ್ವಾಗತ, ವಂದನಾರ್ಪಣೆ ನಡೆಯಿತು. xyxy=(1239,1042,1373,1095)
article-2-p4c: ಕುಟುಂಬ ವ್ಯವಸ್ಥೆ, ಸಹೋದರ ಪ್ರೇಮ, ಕೊಟ್ಟ ಮಾತಿಗೆ ಬದ್ಧತೆ ಮತ್ತು ಧರ್ಮ ಪಾಲನೆಯ ಪಾಠಗಳನ್ನು ರಾಮಾಯಣ ನೀಡುತ್ತದೆ. ಮಕ್ಕಳಿಗೆ ಇಂತಹ ಕಥೆಗಳನ್ನು ಹೇಳಬೇಕು ಎಂದು ತಿಳಿಸಿದರು. xyxy=(1350,353,1516,406)
article-5-body-right xyxy=(522,1359,788,1545)
article-6-p3: ಆರೋಗ್ಯ ಇಲಾಖೆಯಲ್ಲಿ ಖಾಲಿ ಇರುವ ಹುದ್ದೆಗಳನ್ನು ಶೀಘ್ರವಾಗಿ ಭರ್ತಿ ಮಾಡಲಾಗುವುದು. ಅಗತ್ಯ ಉಪಕರಣಗಳನ್ನು ಒದಗಿಸಲಾಗುವುದು ಎಂದು ಭರವಸೆ ನೀಡಿದರು. xyxy=(813,1510,1088,1568)
article-3-body-right xyxy=(337,766,644,980)
article-9-p4: ಸಿಬ್ಬಂದಿಗೆ ಅಗತ್ಯ ಸೌಲಭ್ಯ ಒದಗಿಸುವ ಜೊತೆಗೆ ಸುರಕ್ಷತಾ ಕ್ರಮಗಳನ್ನು ಕಟ್ಟುನಿಟ್ಟಾಗಿ ಪಾಲಿಸುವಂತೆ ಅಧಿಕಾರಿಗಳಿಗೆ ಸೂಚಿಸಲಾಯಿತು. xyxy=(1324,1924,1516,1948)
article-3-photo xyxy=(47,766,331,928)
article-3-photo-figures xyxy=(48,818,330,918)
article-4-p2b: ಗ್ರಾಮೀಣ ಭಾಗದ ಮಕ್ಕಳಲ್ಲಿ ವೈಜ್ಞಾನಿಕ ಮನೋಭಾವ ಬೆಳೆಸುವ ಉದ್ದೇಶದಿಂದ ಇಂತಹ ಪರೀಕ್ಷೆಗಳನ್ನು ಆಯೋಜಿಸಲಾಗುತ್ತಿದೆ. ಮಕ್ಕಳ ಕಲಿಕಾ ಆಸಕ್ತಿ ಹೆಚ್ಚಿಸುವುದು ಮುಖ್ಯ ಗುರಿ ಎಂದರು. xyxy=(1382,1042,1516,1109)
article-4-sidebar xyxy=(1295,820,1513,1034)
masthead-date: 31 ಮಂಗಳವಾರ । ಮಾರ್ಚ್ 2026 xyxy=(678,70,879,89)
article-2-p1: ರಾಮಾಯಣದ ಸಂದೇಶ ಸರ್ವ ಕಾಲಕ್ಕೂ ಪ್ರಸ್ತುತವಾಗಿದೆ. ಅದು ಬದುಕಿನ ಮೌಲ್ಯಗಳನ್ನು ಕಲಿಸುವ ಮಹಾಕಾವ್ಯ ಎಂದು ವಿದ್ವಾಂಸರು ಅಭಿಪ್ರಾಯಪಟ್ಟರು. xyxy=(999,164,1078,259)
article-8-caption: ದಾಖಲೆಗಳ ಸಮೇತ ಪತ್ರಿಕಾಗೋಷ್ಠಿಯಲ್ಲಿ ಮಾಹಿತಿ ನೀಡಿದರು. xyxy=(649,2000,804,2024)
